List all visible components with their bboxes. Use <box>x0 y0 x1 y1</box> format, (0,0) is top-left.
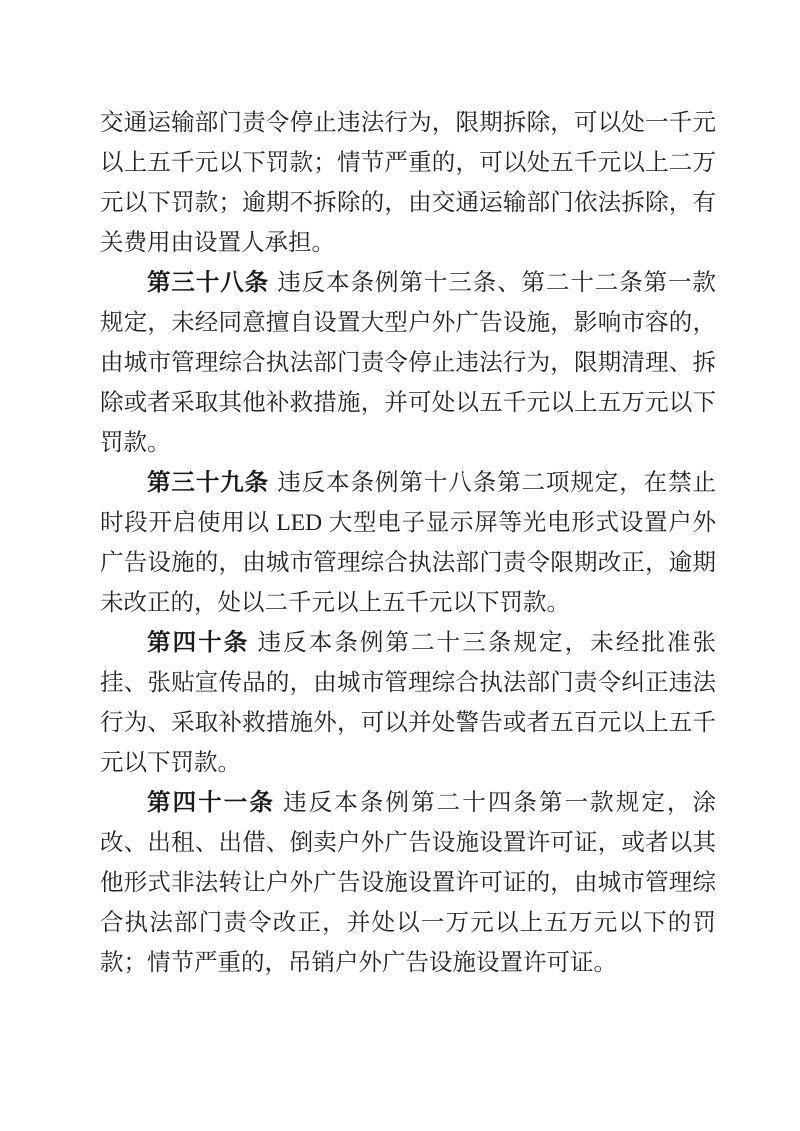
paragraph-continuation <box>100 103 716 263</box>
article-40-text: 违反本条例第二十三条规定，未经批准张挂、张贴宣传品的，由城市管理综合执法部门责令纠正违法行为、采取补救措施外，可以并处警告或者五百元以上五千元以下罚款。 <box>100 630 717 776</box>
article-41-text: 违反本条例第二十四条第一款规定，涂改、出租、出借、倒卖户外广告设施设置许可证，或者以其他形式非法转让户外广告设施设置许可证的，由城市管理综合执法部门责令改正，并处以一万元以上五万元以下的罚款；情节严重的，吊销户外广告设施设置许可证。 <box>100 790 717 976</box>
paragraph-article-40 <box>100 623 716 783</box>
article-40-number: 第四十条 <box>147 630 250 656</box>
document-content <box>100 103 716 983</box>
article-39-text: 违反本条例第十八条第二项规定，在禁止时段开启使用以 LED 大型电子显示屏等光电形式设置户外广告设施的，由城市管理综合执法部门责令限期改正，逾期未改正的，处以二千元以上五千元以下罚款。 <box>100 470 716 616</box>
article-41-number: 第四十一条 <box>147 790 275 816</box>
paragraph-article-41 <box>100 783 716 983</box>
paragraph-article-39 <box>100 463 716 623</box>
paragraph-article-38 <box>100 263 716 463</box>
article-38-number: 第三十八条 <box>147 270 270 296</box>
article-39-number: 第三十九条 <box>147 470 270 496</box>
paragraph-continuation-text: 交通运输部门责令停止违法行为，限期拆除，可以处一千元以上五千元以下罚款；情节严重的，可以处五千元以上二万元以下罚款；逾期不拆除的，由交通运输部门依法拆除，有关费用由设置人承担。 <box>100 110 716 256</box>
article-38-text: 违反本条例第十三条、第二十二条第一款规定，未经同意擅自设置大型户外广告设施，影响市容的，由城市管理综合执法部门责令停止违法行为，限期清理、拆除或者采取其他补救措施，并可处以五千元以上五万元以下罚款。 <box>100 270 716 456</box>
